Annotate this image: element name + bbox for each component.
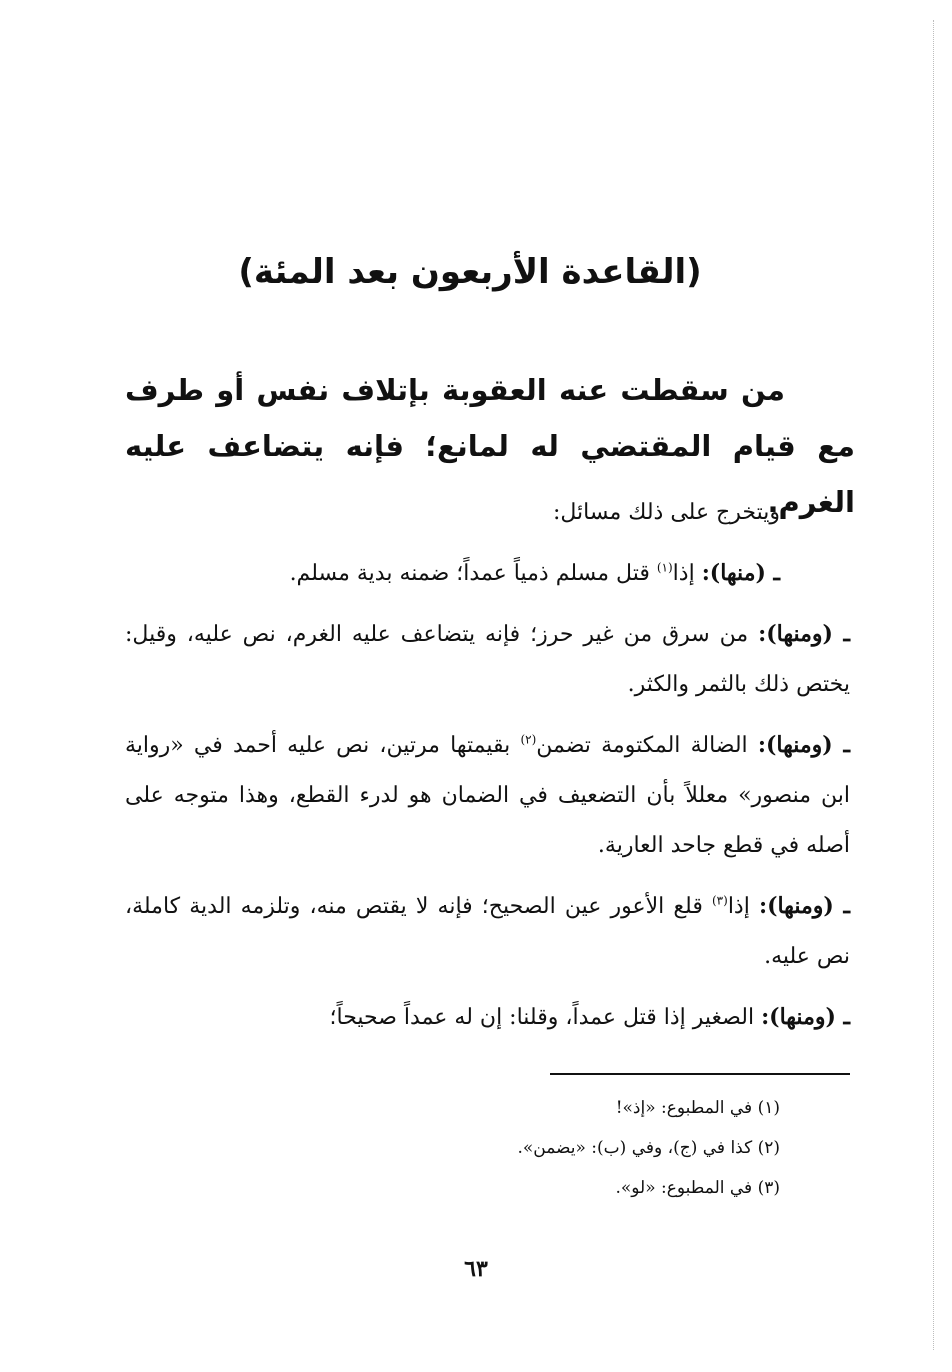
issue-lead: ـ (ومنها): (757, 732, 850, 758)
footnote-ref: (١) (656, 560, 673, 575)
issue-text-before: إذا (727, 894, 759, 919)
intro-paragraph: ويتخرج على ذلك مسائل: (552, 500, 780, 525)
issue-paragraph-3 (125, 720, 850, 871)
issue-paragraph-1 (125, 548, 850, 599)
issue-text-after: قتل مسلم ذمياً عمداً؛ ضمنه بدية مسلم. (289, 561, 657, 586)
issue-lead: ـ (ومنها): (758, 621, 850, 647)
footnote-1: (١) في المطبوع: «إذ»! (615, 1098, 780, 1118)
issue-text-before: الضالة المكتومة تضمن (536, 733, 758, 758)
issue-paragraph-2 (125, 609, 850, 710)
footnote-separator (550, 1073, 850, 1075)
chapter-title: (القاعدة الأربعون بعد المئة) (238, 252, 702, 292)
footnote-3: (٣) في المطبوع: «لو». (615, 1178, 780, 1198)
page-number: ٦٣ (464, 1256, 488, 1282)
issue-lead: ـ (منها): (701, 560, 780, 586)
footnote-2: (٢) كذا في (ج)، وفي (ب): «يضمن». (517, 1138, 780, 1158)
rule-statement-text: من سقطت عنه العقوبة بإتلاف نفس أو طرف مع قيام المقتضي له لمانع؛ فإنه يتضاعف عليه الغرم. (125, 373, 855, 519)
issue-text-before: الصغير إذا قتل عمداً، وقلنا: إن له عمداً صحيحاً؛ (329, 1005, 762, 1030)
issue-paragraph-5 (125, 992, 850, 1043)
issue-lead: ـ (ومنها): (761, 1004, 850, 1030)
issue-text-after: بقيمتها مرتين، نص عليه أحمد في «رواية ابن منصور» معللاً بأن التضعيف في الضمان هو لدرء القطع، وهذا متوجه على أصله في قطع جاحد العارية. (125, 733, 850, 858)
body-text (125, 488, 850, 1053)
page-edge-dotted-line (933, 20, 934, 1350)
issue-text-before: إذا (672, 561, 702, 586)
issue-text-after: قلع الأعور عين الصحيح؛ فإنه لا يقتص منه، وتلزمه الدية كاملة، نص عليه. (125, 894, 850, 969)
footnote-ref: (٢) (520, 732, 537, 747)
footnote-ref: (٣) (711, 893, 728, 908)
issue-text-before: من سرق من غير حرز؛ فإنه يتضاعف عليه الغرم، نص عليه، وقيل: يختص ذلك بالثمر والكثر. (125, 622, 850, 697)
issue-lead: ـ (ومنها): (758, 893, 851, 919)
footnotes (125, 1088, 780, 1208)
issue-paragraph-4 (125, 881, 850, 982)
